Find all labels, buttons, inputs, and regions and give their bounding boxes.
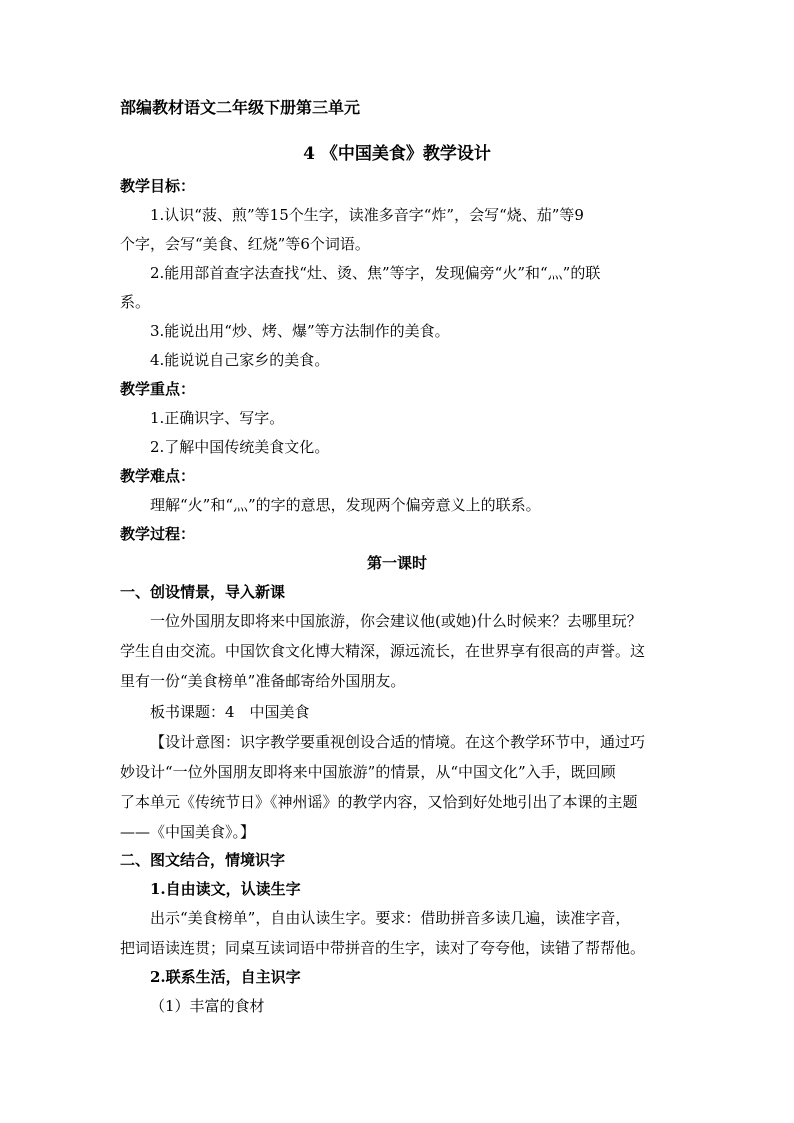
goal-item-3: 3.能说出用“炒、烤、爆”等方法制作的美食。: [150, 322, 450, 340]
design-intent-line-1: 【设计意图：识字教学要重视创设合适的情境。在这个教学环节中，通过巧: [150, 733, 646, 751]
section-1-para-line-2: 学生自由交流。中国饮食文化博大精深，源远流长，在世界享有很高的声誉。这: [120, 642, 646, 660]
key-point-2: 2.了解中国传统美食文化。: [150, 438, 330, 456]
goal-item-1-line-2: 个字，会写“美食、红烧”等6个词语。: [120, 235, 370, 253]
board-title: 板书课题：4 中国美食: [150, 703, 310, 721]
goal-item-2-line-1: 2.能用部首查字法查找“灶、烫、焦”等字，发现偏旁“火”和“灬”的联: [150, 264, 601, 282]
section-2-sub-1-line-2: 把词语读连贯；同桌互读词语中带拼音的生字，读对了夸夸他，读错了帮帮他。: [120, 939, 646, 957]
design-intent-line-2: 妙设计“一位外国朋友即将来中国旅游”的情景，从“中国文化”入手，既回顾: [120, 763, 616, 781]
section-2-heading: 二、图文结合，情境识字: [120, 851, 286, 869]
section-2-sub-2: 2.联系生活，自主识字: [150, 968, 301, 986]
key-point-1: 1.正确识字、写字。: [150, 409, 285, 427]
section-2-sub-1-line-1: 出示“美食榜单”，自由认读生字。要求：借助拼音多读几遍，读准字音，: [150, 909, 631, 927]
difficulties-text: 理解“火”和“灬”的字的意思，发现两个偏旁意义上的联系。: [150, 496, 541, 514]
goal-item-4: 4.能说说自己家乡的美食。: [150, 351, 330, 369]
section-1-para-line-3: 里有一份“美食榜单”准备邮寄给外国朋友。: [120, 672, 406, 690]
section-2-sub-1: 1.自由读文，认读生字: [150, 880, 301, 898]
difficulties-heading: 教学难点：: [120, 467, 196, 485]
lesson-title: 第一课时: [366, 554, 427, 572]
document-header: 部编教材语文二年级下册第三单元: [120, 98, 361, 117]
section-1-para-line-1: 一位外国朋友即将来中国旅游，你会建议他(或她)什么时候来？去哪里玩？: [150, 612, 642, 630]
section-1-heading: 一、创设情景，导入新课: [120, 583, 286, 601]
goal-item-2-line-2: 系。: [120, 293, 151, 311]
design-intent-line-3: 了本单元《传统节日》《神州谣》的教学内容，又恰到好处地引出了本课的主题: [120, 793, 638, 811]
design-intent-line-4: ——《中国美食》。】: [120, 823, 256, 841]
key-points-heading: 教学重点：: [120, 380, 196, 398]
process-heading: 教学过程：: [120, 525, 196, 543]
goals-heading: 教学目标：: [120, 177, 196, 195]
goal-item-1-line-1: 1.认识“菠、煎”等15个生字，读准多音字“炸”，会写“烧、茄”等9: [150, 206, 584, 224]
document-title: 4 《中国美食》教学设计: [303, 144, 491, 164]
section-2-sub-2-item-1: （1）丰富的食材: [150, 997, 265, 1015]
